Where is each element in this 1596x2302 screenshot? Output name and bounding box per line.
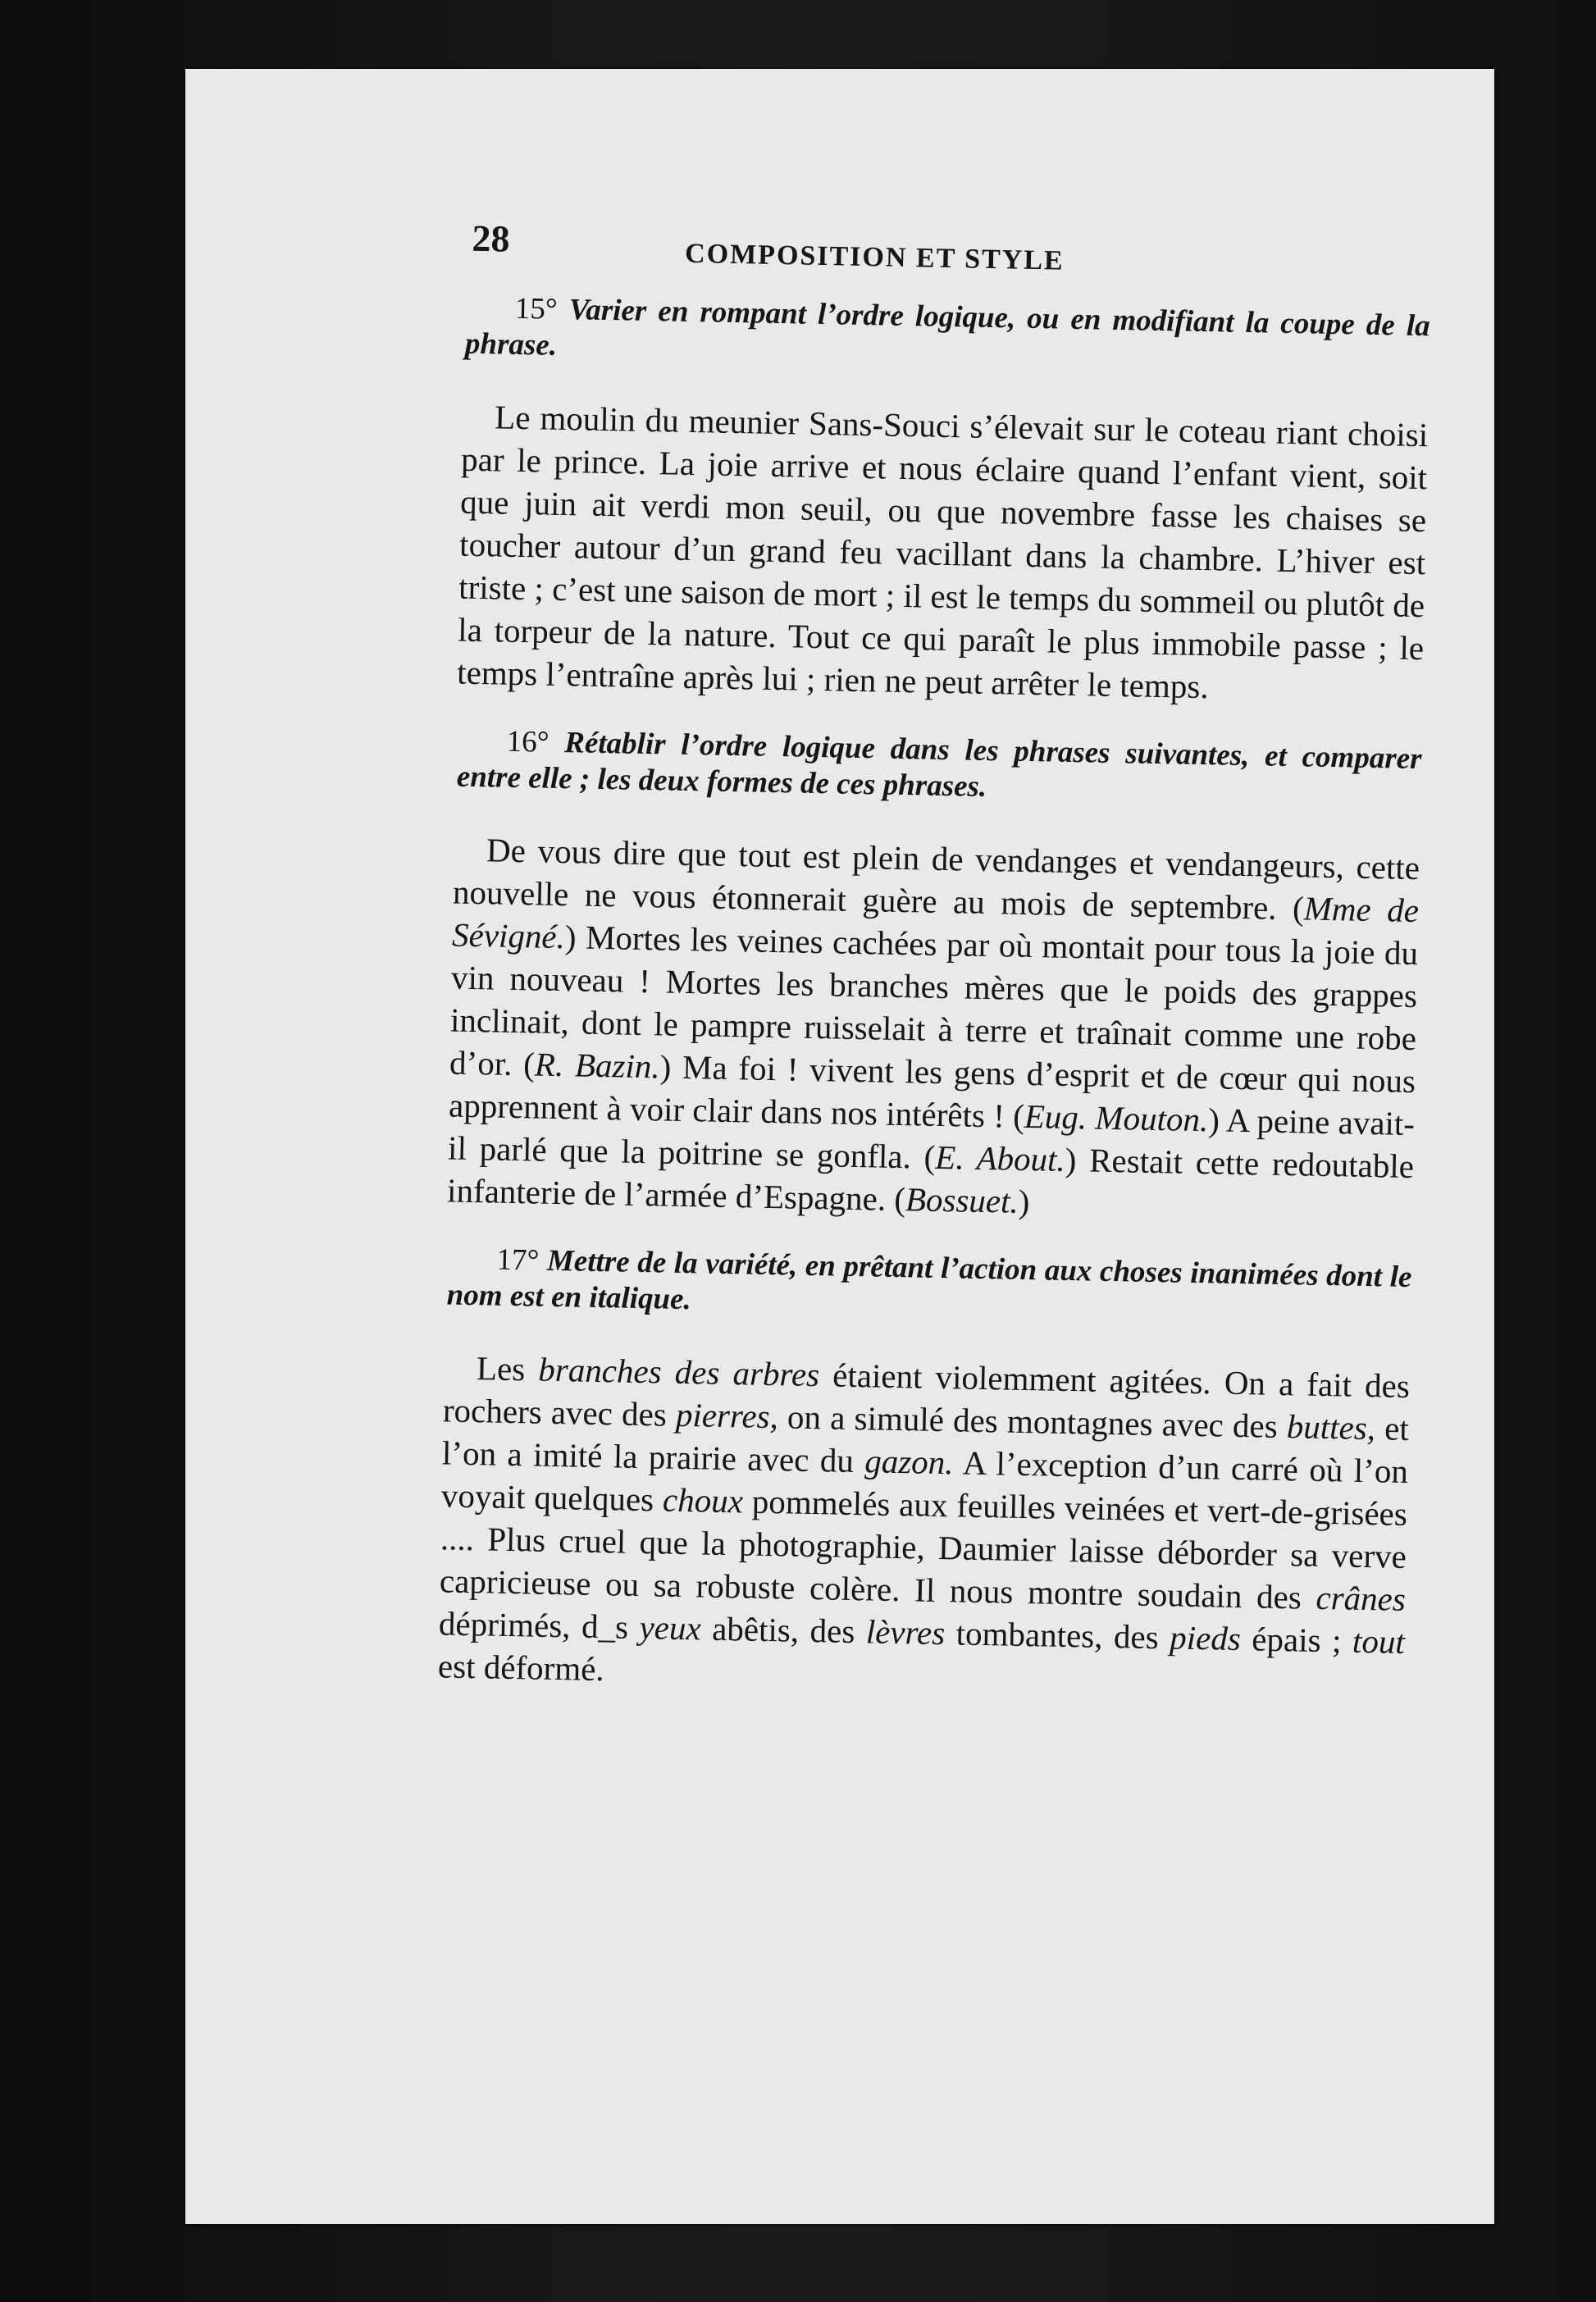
text-segment: ) A peine avait-il parlé que la poitrine se gonfla. ( [447,1101,1416,1176]
exercise-17-number: 17° [496,1242,540,1278]
exercise-17-instruction: Mettre de la variété, en prêtant l’action aux choses inanimées dont le nom est en italique. [446,1243,1412,1317]
text-segment: tombantes, des [944,1614,1170,1657]
text-segment: déprimés, d_s [438,1604,641,1647]
italic-segment: Mme de Sévigné. [451,889,1420,956]
page-number: 28 [472,217,510,260]
exercise-16-text [447,828,1420,1231]
exercise-15-number: 15° [514,291,559,326]
italic-segment: choux [662,1480,744,1520]
italic-segment: pieds [1169,1618,1242,1658]
italic-segment: E. About. [934,1137,1066,1178]
text-segment: étaient violemment agitées. On a fait des rochers avec des [442,1356,1411,1434]
italic-segment: R. Bazin. [534,1045,661,1086]
italic-segment: crânes [1316,1578,1407,1618]
italic-segment: branches des arbres [537,1350,820,1394]
text-segment: De vous dire que tout est plein de vendanges et vendangeurs, cette nouvelle ne vous étonnerait guère au mois de septembre. ( [452,831,1420,928]
exercise-15-text: Le moulin du meunier Sans-Souci s’élevait sur le coteau riant choisi par le prince. La joie arrive et nous éclaire quand l’enfant vient, soit que juin ait verdi mon seuil, ou que novembre fasse les chaises se toucher autour d’un grand feu vacillant dans la chambre. L’hiver est triste ; c’est une saison de mort ; il est le temps du sommeil ou plutôt de la torpeur de la nature. Tout ce qui paraît le plus immobile passe ; le temps l’entraîne après lui ; rien ne peut arrêter le temps. [456,398,1429,706]
italic-segment: gazon. [864,1442,955,1482]
exercise-15-instruction: Varier en rompant l’ordre logique, ou en modifiant la coupe de la phrase. [464,293,1431,362]
text-segment: abêtis, des [700,1609,867,1651]
exercise-17-text [438,1346,1411,1706]
italic-segment: pierres, [675,1395,779,1436]
exercise-16-number: 16° [506,724,549,759]
italic-segment: lèvres [865,1612,946,1652]
exercise-16-title [456,723,1421,814]
text-segment: pommelés aux feuilles veinées et vert-de-grisées .... Plus cruel que la photographie, Daumier laisse déborder sa verve capricieuse ou sa robuste colère. Il nous montre soudain des [439,1482,1408,1616]
exercise-17-title [446,1241,1411,1332]
text-segment: A l’exception d’un carré où l’on voyait quelques [440,1443,1409,1519]
text-segment: ) Restait cette redoutable infanterie de l’armée d’Espagne. ( [446,1140,1415,1219]
italic-segment: yeux [639,1608,702,1648]
running-head: COMPOSITION ET STYLE [684,238,1065,276]
page-content [437,217,1432,1735]
text-segment: et l’on a imité la prairie avec du [441,1409,1410,1480]
text-segment: épais ; [1240,1620,1353,1660]
text-segment: Les [476,1349,539,1388]
italic-segment: buttes, [1286,1407,1376,1447]
italic-segment: Bossuet. [905,1180,1019,1220]
exercise-16-instruction: Rétablir l’ordre logique dans les phrases suivantes, et comparer entre elle ; les deux formes de ces phrases. [456,726,1422,804]
italic-segment: Eug. Mouton. [1024,1096,1209,1139]
italic-segment: tout [1352,1621,1406,1661]
text-segment: ) Ma foi ! vivent les gens d’esprit et de cœur qui nous apprennent à voir clair dans nos intérêts ! ( [448,1047,1416,1135]
text-segment: on a simulé des montagnes avec des [777,1397,1288,1446]
text-segment: est déformé. [437,1647,605,1689]
text-segment: ) [1018,1182,1030,1221]
book-page [185,69,1494,2224]
text-segment: ) Mortes les veines cachées par où montait pour tous la joie du vin nouveau ! Mortes les branches mères que le poids des grappes inclinait, dont le pampre ruisselait à terre et traînait comme une robe d’or. ( [449,918,1419,1083]
